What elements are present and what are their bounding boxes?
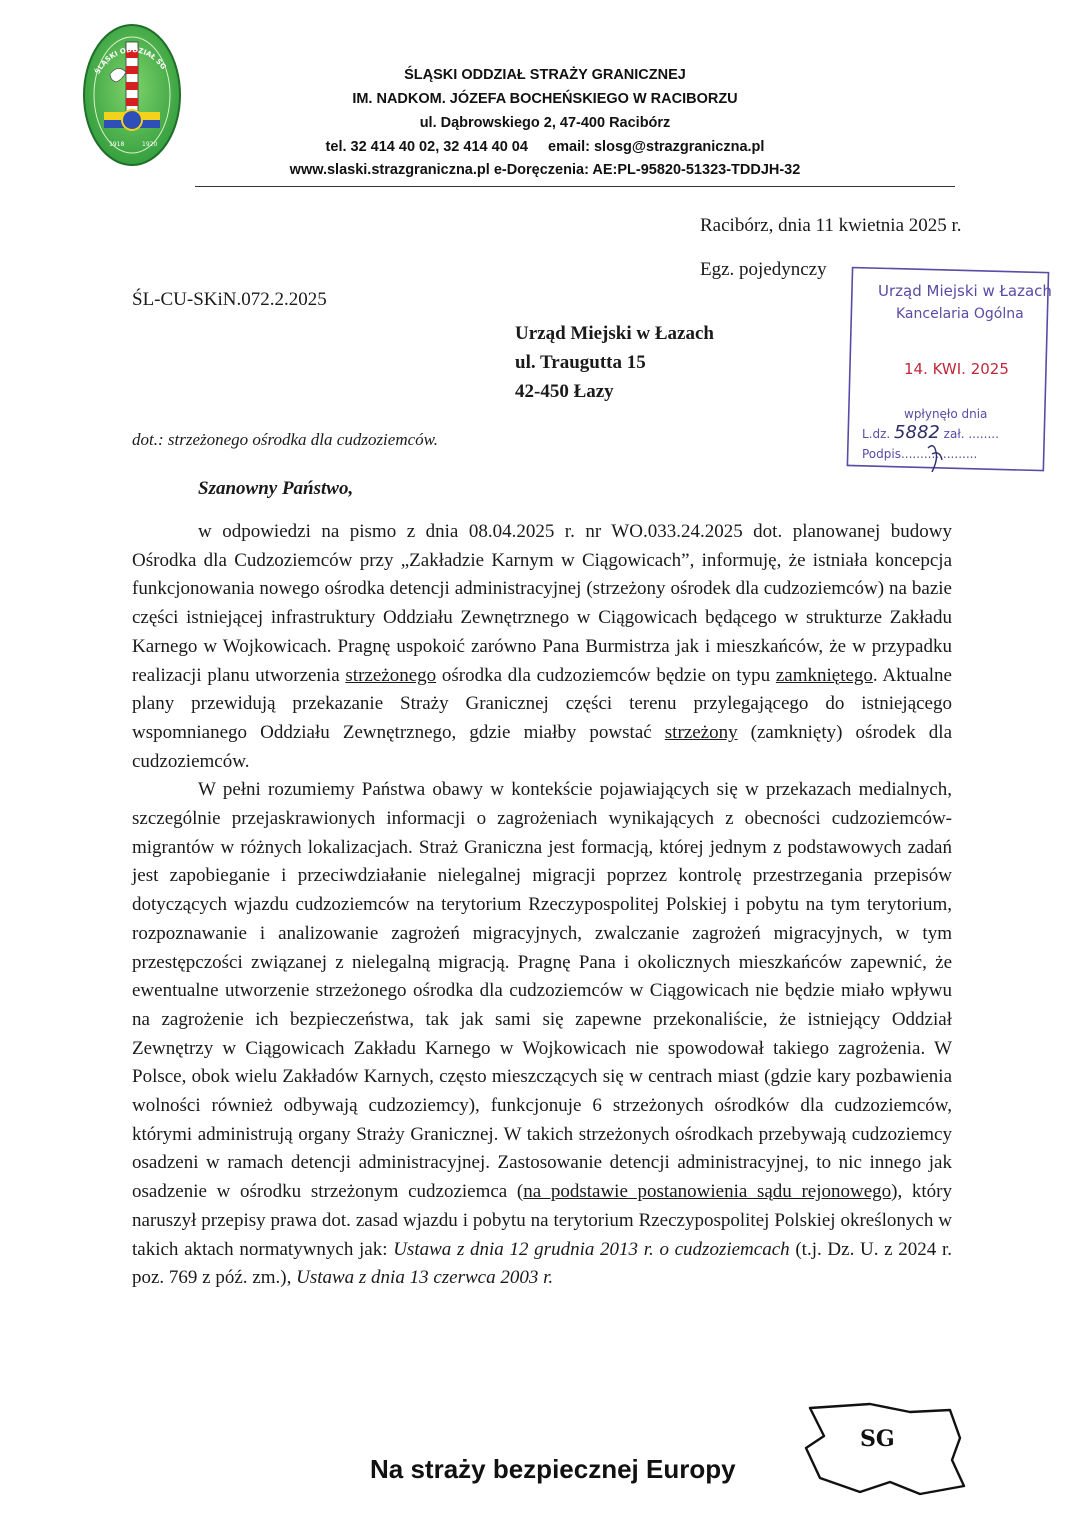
- reference-number: ŚL-CU-SKiN.072.2.2025: [132, 289, 327, 310]
- p1-text-a: w odpowiedzi na pismo z dnia 08.04.2025 r. nr WO.033.24.2025 dot. planowanej budowy Ośrodka dla Cudzoziemców przy „Zakładzie Karnym w Ciągowicach”, informuję, że istniała koncepcja funkcjonowania nowego ośrodka detencji administracyjnej (strzeżony ośrodek dla cudzoziemców) na bazie części istniejącej infrastruktury Oddziału Zewnętrznego w Ciągowicach będącego w strukturze Zakładu Karnego w Wojkowicach. Pragnę uspokoić zarówno Pana Burmistrza jak i mieszkańców, że w przypadku realizacji planu utworzenia: [132, 521, 952, 686]
- registry-stamp: [846, 262, 1052, 472]
- recipient-line-2: ul. Traugutta 15: [515, 352, 646, 373]
- header-contact: tel. 32 414 40 02, 32 414 40 04 email: slosg@strazgraniczna.pl: [325, 139, 765, 155]
- stamp-signature: Podpis....................: [862, 447, 978, 461]
- emblem-year-left: 1918: [109, 141, 125, 148]
- p1-underlined-zamknietego: zamkniętego: [775, 664, 873, 686]
- paragraph-2: [132, 776, 952, 1293]
- p2-text-b: ), który naruszył przepisy prawa dot. zasad wjazdu i pobytu na terytorium Rzeczypospolitej Polskiej określonych w takich aktach normatywnych jak:: [132, 1181, 952, 1260]
- stamp-ldz-label: L.dz.: [862, 427, 895, 441]
- p2-act-foreigners: Ustawa z dnia 12 grudnia 2013 r. o cudzoziemcach: [393, 1238, 790, 1260]
- p2-text-c: (t.j. Dz. U. z 2024 r. poz. 769 z póź. zm.),: [132, 1238, 952, 1289]
- poland-map-logo: [800, 1398, 970, 1498]
- stamp-date: 14. KWI. 2025: [904, 360, 1009, 378]
- p1-text-c: . Aktualne plany przewidują przekazanie Straży Granicznej części terenu przylegającego do istniejącego wspomnianego Oddziału Zewnętrznego, gdzie miałby powstać: [132, 664, 952, 743]
- border-guard-emblem: [82, 22, 182, 168]
- footer-logo-mark: SG: [860, 1426, 895, 1452]
- recipient-line-3: 42-450 Łazy: [515, 381, 614, 402]
- p2-act-2003: Ustawa z dnia 13 czerwca 2003 r.: [296, 1267, 554, 1289]
- stamp-ldz: [862, 422, 999, 443]
- letter-body: [132, 518, 952, 1293]
- stamp-office: Urząd Miejski w Łazach: [878, 282, 1052, 300]
- stamp-attachments: zał. ........: [939, 427, 999, 441]
- paragraph-1: [132, 518, 952, 776]
- header-institution-patron: IM. NADKOM. JÓZEFA BOCHEŃSKIEGO W RACIBORZU: [352, 91, 738, 107]
- emblem-arc-text: ŚLĄSKI ODDZIAŁ SG: [93, 45, 168, 76]
- header-divider: [195, 186, 955, 187]
- p1-underlined-strzezony: strzeżony: [664, 721, 738, 743]
- header-address: ul. Dąbrowskiego 2, 47-400 Racibórz: [419, 115, 671, 131]
- p1-text-b: ośrodka dla cudzoziemców będzie on typu: [436, 664, 776, 686]
- stamp-ldz-value: 5882: [894, 422, 940, 443]
- header-institution-name: ŚLĄSKI ODDZIAŁ STRAŻY GRANICZNEJ: [404, 67, 686, 83]
- recipient-line-1: Urząd Miejski w Łazach: [515, 323, 714, 344]
- place-date: Racibórz, dnia 11 kwietnia 2025 r.: [700, 215, 962, 236]
- p1-text-d: (zamknięty) ośrodek dla cudzoziemców.: [132, 721, 953, 772]
- p2-text-a: W pełni rozumiemy Państwa obawy w kontekście pojawiających się w przekazach medialnych, szczególnie przejaskrawionych informacji o zagrożeniach wynikających z obecności cudzoziemców-migrantów w różnych lokalizacjach. Straż Graniczna jest formacją, której jednym z podstawowych zadań jest zapobieganie i przeciwdziałanie nielegalnej migracji poprzez kontrolę przestrzegania przepisów dotyczących wjazdu cudzoziemców na terytorium Rzeczypospolitej Polskiej i pobytu na tym terytorium, rozpoznawanie i analizowanie zagrożeń migracyjnych, zwalczanie zagrożeń migracyjnych, w tym przestępczości związanej z nielegalną migracją. Pragnę Pana i okolicznych mieszkańców zapewnić, że ewentualne utworzenie strzeżonego ośrodka dla cudzoziemców w Ciągowicach nie będzie miało wpływu na zagrożenie ich bezpieczeństwa, tak jak sami się zapewne przekonaliście, że istniejący Oddział Zewnętrzy w Ciągowicach Zakładu Karnego w Wojkowicach nie spowodował takiego zagrożenia. W Polsce, obok wielu Zakładów Karnych, często mieszczących się w centrach miast (gdzie kary pozbawienia wolności również odbywają cudzoziemcy), funkcjonuje 6 strzeżonych ośrodków dla cudzoziemców, którymi administrują organy Straży Granicznej. W takich strzeżonych ośrodkach przebywają cudzoziemcy osadzeni w ramach detencji administracyjnej. Zastosowanie detencji administracyjnej, to nic innego jak osadzenie w ośrodku strzeżonym cudzoziemca (: [132, 779, 952, 1203]
- stamp-department: Kancelaria Ogólna: [896, 306, 1024, 322]
- emblem-year-right: 1920: [142, 141, 158, 148]
- p2-underlined-court: na podstawie postanowienia sądu rejonowego: [523, 1181, 892, 1203]
- copy-note: Egz. pojedynczy: [700, 259, 827, 280]
- salutation: Szanowny Państwo,: [198, 478, 354, 499]
- stamp-received: wpłynęło dnia: [904, 407, 988, 421]
- p1-underlined-strzezonego: strzeżonego: [345, 664, 437, 686]
- header-web: www.slaski.strazgraniczna.pl e-Doręczenia: AE:PL-95820-51323-TDDJH-32: [289, 162, 801, 178]
- footer-motto: Na straży bezpiecznej Europy: [370, 1454, 736, 1484]
- subject-line: dot.: strzeżonego ośrodka dla cudzoziemców.: [132, 430, 438, 449]
